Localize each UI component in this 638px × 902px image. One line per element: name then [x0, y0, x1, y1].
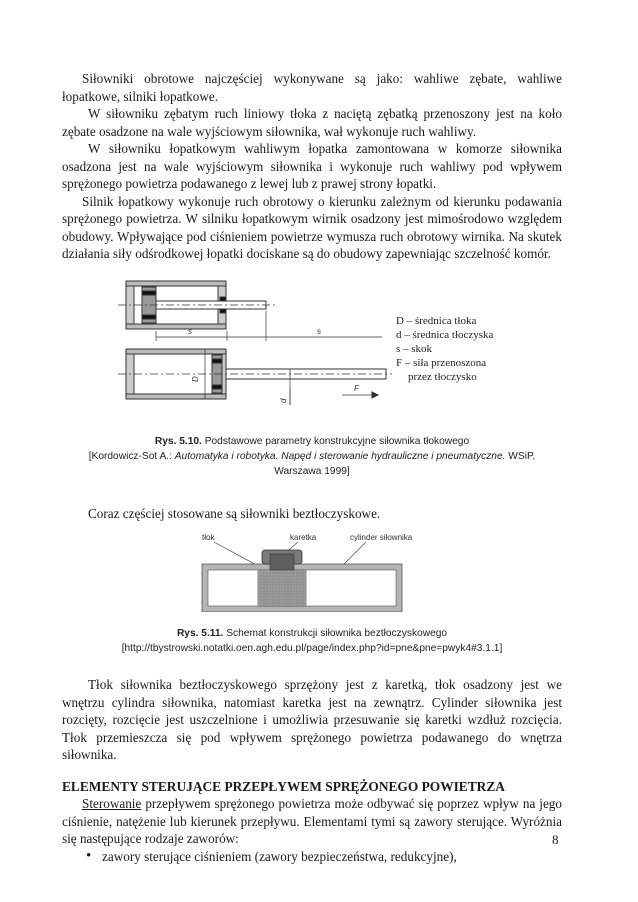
rodless-cylinder-body: [202, 550, 402, 612]
caption-source-prefix: [Kordowicz-Sot A.:: [88, 450, 175, 462]
top-cylinder-drawing: [118, 281, 382, 341]
piston-cylinder-figure: [62, 277, 562, 422]
list-item: • zawory sterujące ciśnieniem (zawory bezpieczeństwa, redukcyjne),: [62, 848, 562, 866]
stroke-label-top: s: [188, 326, 192, 336]
label-carriage: karetka: [290, 533, 317, 542]
valve-types-list: [62, 848, 562, 866]
caption-text: Schemat konstrukcji siłownika beztłoczyskowego: [226, 628, 448, 639]
paragraph-rodless-intro: Coraz częściej stosowane są siłowniki beztłoczyskowe.: [88, 505, 381, 521]
legend-item: d – średnica tłoczyska: [396, 328, 494, 341]
stroke-label-right: s: [317, 326, 321, 336]
figure-legend: [396, 315, 494, 383]
rod-diameter-label: d: [279, 398, 288, 403]
caption-source-title: Automatyka i robotyka. Napęd i sterowanie hydrauliczne i pneumatyczne.: [174, 450, 506, 462]
section-heading: ELEMENTY STERUJĄCE PRZEPŁYWEM SPRĘŻONEGO POWIETRZA: [62, 778, 505, 794]
bottom-cylinder-drawing: [118, 349, 392, 405]
page-content: [62, 70, 562, 865]
legend-item: D – średnica tłoka: [396, 314, 477, 327]
paragraph-rotary-actuators: Siłowniki obrotowe najczęściej wykonywane są jako: wahliwe zębate, wahliwe łopatkowe, silniki łopatkowe.: [62, 71, 562, 104]
figure-caption-5-10: [62, 434, 562, 479]
caption-text: Podstawowe parametry konstrukcyjne siłownika tłokowego: [204, 435, 470, 447]
label-cylinder: cylinder siłownika: [350, 533, 413, 542]
caption-number: Rys. 5.10.: [154, 435, 202, 447]
legend-item: F – siła przenoszona: [396, 356, 487, 369]
paragraph-vane-motor: Silnik łopatkowy wykonuje ruch obrotowy o kierunku zależnym od kierunku podawania sprężonego powietrza. W silniku łopatkowym wirnik osadzony jest mimośrodowo względem obudowy. Wpływające pod ciśnieniem powietrze wymusza ruch obrotowy wirnika. Na skutek działania siły odśrodkowej łopatki dociskane są do obudowy zapewniając szczelność komór.: [62, 193, 562, 261]
force-label: F: [354, 383, 359, 393]
steering-underlined-word: Sterowanie: [82, 796, 142, 811]
caption-source-suffix: WSiP,: [505, 450, 536, 462]
legend-item: s – skok: [396, 342, 433, 355]
rodless-cylinder-figure: [62, 530, 562, 612]
paragraph-rodless-description: Tłok siłownika beztłoczyskowego sprzężony jest z karetką, tłok osadzony jest we wnętrzu cylindra siłownika, natomiast karetka jest na zewnątrz. Cylinder siłownika jest rozcięty, rozcięcie jest uszczelnione i umożliwia przesuwanie się karetki wzdłuż rozcięcia. Tłok przemieszcza się pod wpływem sprężonego powietrza podawanego do wnętrza siłownika.: [62, 677, 562, 762]
paragraph-gear-actuator: W siłowniku zębatym ruch liniowy tłoka z naciętą zębatką przenoszony jest na koło zębate osadzone na wale wyjściowym siłownika, wał wykonuje ruch wahliwy.: [62, 106, 562, 139]
legend-item: przez tłoczysko: [408, 370, 477, 383]
piston-diameter-label: D: [191, 375, 200, 382]
steering-text: przepływem sprężonego powietrza może odbywać się poprzez wpływ na jego ciśnienie, natężenie lub kierunek przepływu. Elementami tymi są zawory sterujące. Wyróżnia się następujące rodzaje zaworów:: [62, 796, 562, 846]
caption-source: [http://tbystrowski.notatki.oen.agh.edu.pl/page/index.php?id=pne&pne=pwyk4#3.1.1]: [121, 643, 503, 654]
page-number: 8: [552, 832, 559, 847]
caption-number: Rys. 5.11.: [176, 628, 224, 639]
caption-source-line2: Warszawa 1999]: [274, 465, 350, 477]
paragraph-vane-actuator: W siłowniku łopatkowym wahliwym łopatka zamontowana w komorze siłownika osadzona jest na wale wyjściowym siłownika i wykonuje ruch wahliwy pod wpływem sprężonego powietrza podawanego z lewej lub z prawej strony łopatki.: [62, 141, 562, 191]
paragraph-steering: [62, 795, 562, 848]
figure-caption-5-11: [62, 626, 562, 656]
label-piston: tłok: [202, 533, 215, 542]
